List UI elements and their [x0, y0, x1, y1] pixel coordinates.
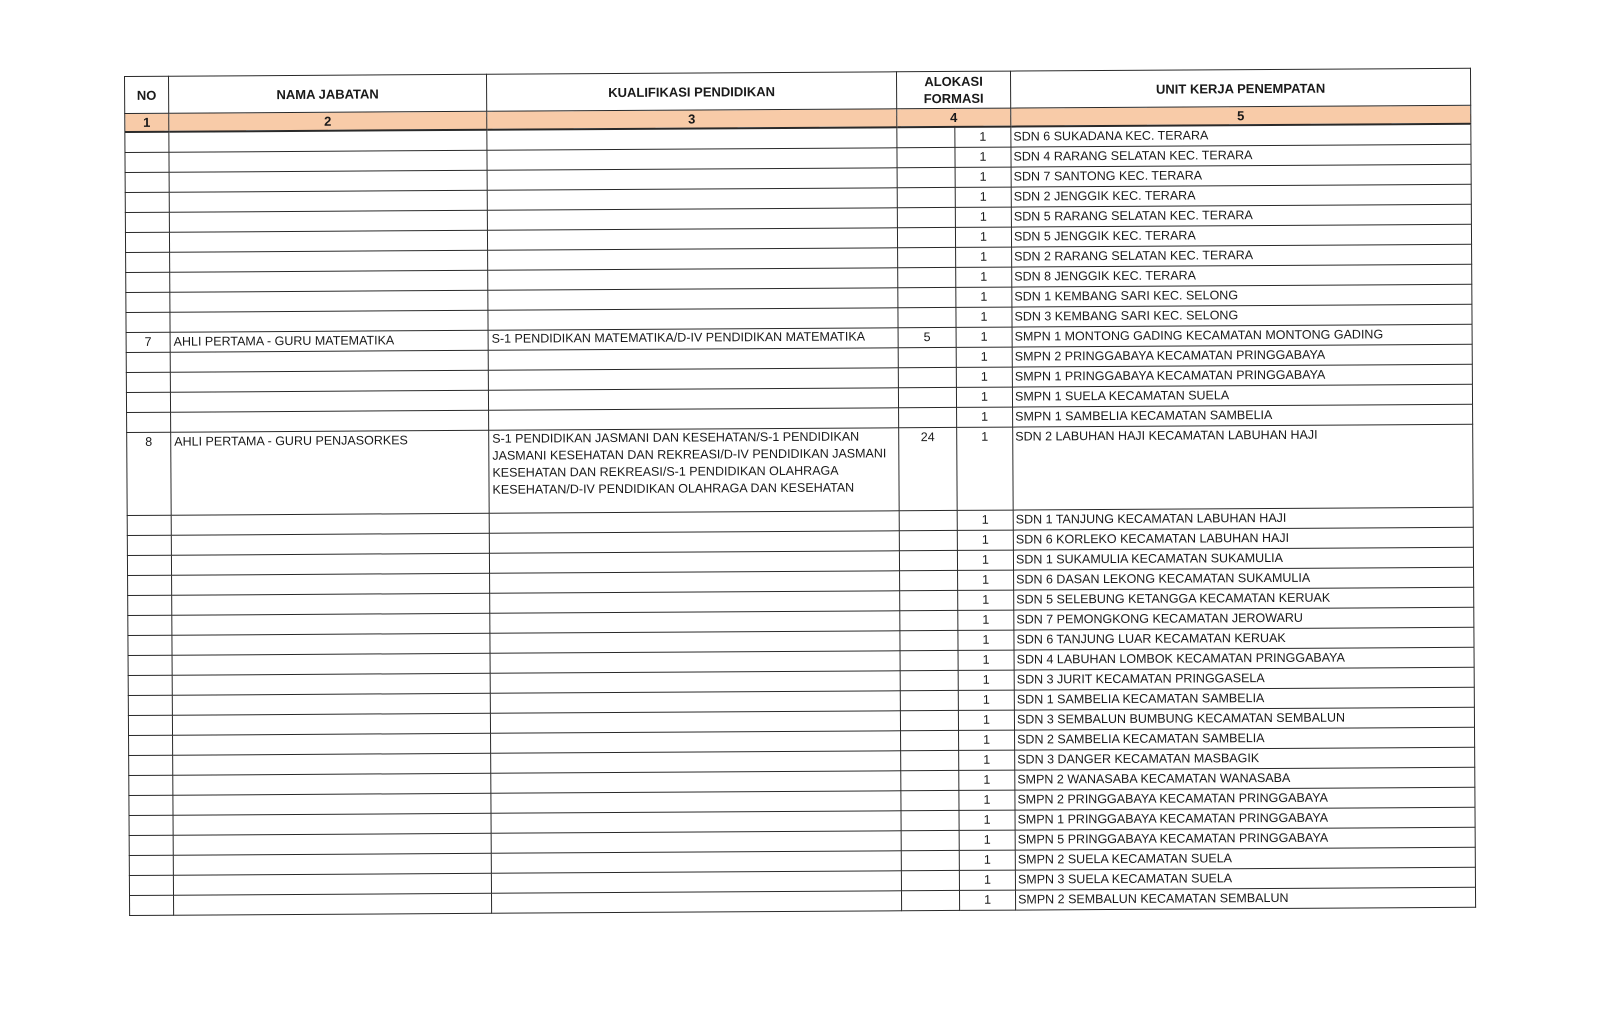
row-unit-kerja: SDN 3 JURIT KECAMATAN PRINGGASELA [1014, 667, 1474, 690]
row-alokasi-total [901, 730, 959, 750]
row-alokasi-total [901, 750, 959, 770]
row-alokasi-qty: 1 [957, 510, 1013, 530]
row-alokasi-total [901, 870, 959, 890]
row-alokasi-total [900, 670, 958, 690]
row-alokasi-total [897, 187, 955, 207]
row-alokasi-qty: 1 [958, 610, 1014, 630]
row-alokasi-qty: 1 [956, 367, 1012, 387]
row-alokasi-qty: 1 [958, 690, 1014, 710]
row-unit-kerja: SDN 3 SEMBALUN BUMBUNG KECAMATAN SEMBALUN [1014, 707, 1474, 730]
row-unit-kerja: SMPN 5 PRINGGABAYA KECAMATAN PRINGGABAYA [1015, 827, 1475, 850]
row-kualifikasi [490, 691, 900, 714]
row-alokasi-total [900, 690, 958, 710]
row-nama-jabatan [173, 773, 491, 795]
row-alokasi-qty: 1 [957, 530, 1013, 550]
row-nama-jabatan [172, 713, 490, 735]
row-kualifikasi [491, 891, 901, 914]
row-alokasi-total [897, 147, 955, 167]
row-nama-jabatan [172, 653, 490, 675]
row-kualifikasi [488, 388, 898, 411]
row-unit-kerja: SDN 2 RARANG SELATAN KEC. TERARA [1012, 244, 1472, 267]
row-unit-kerja: SDN 6 KORLEKO KECAMATAN LABUHAN HAJI [1013, 527, 1473, 550]
row-alokasi-qty: 1 [957, 427, 1014, 510]
column-number: 2 [169, 111, 487, 131]
row-no [125, 172, 169, 192]
row-alokasi-total [900, 570, 958, 590]
row-unit-kerja: SDN 6 DASAN LEKONG KECAMATAN SUKAMULIA [1014, 567, 1474, 590]
row-alokasi-total [901, 810, 959, 830]
row-unit-kerja: SMPN 2 PRINGGABAYA KECAMATAN PRINGGABAYA [1015, 787, 1475, 810]
row-alokasi-total [900, 590, 958, 610]
row-unit-kerja: SMPN 3 SUELA KECAMATAN SUELA [1015, 867, 1475, 890]
row-no: 7 [126, 332, 170, 352]
row-unit-kerja: SDN 4 RARANG SELATAN KEC. TERARA [1011, 144, 1471, 167]
row-alokasi-total [897, 207, 955, 227]
header-alokasi: ALOKASI FORMASI [896, 71, 1010, 109]
row-kualifikasi [491, 811, 901, 834]
row-unit-kerja: SDN 2 LABUHAN HAJI KECAMATAN LABUHAN HAJI [1013, 424, 1473, 510]
row-nama-jabatan [173, 753, 491, 775]
row-nama-jabatan [170, 350, 488, 372]
row-no [126, 372, 170, 392]
row-kualifikasi [491, 791, 901, 814]
row-unit-kerja: SMPN 2 PRINGGABAYA KECAMATAN PRINGGABAYA [1012, 344, 1472, 367]
row-kualifikasi [490, 591, 900, 614]
row-alokasi-qty: 1 [958, 710, 1014, 730]
row-unit-kerja: SMPN 1 SUELA KECAMATAN SUELA [1012, 384, 1472, 407]
row-kualifikasi [490, 631, 900, 654]
row-no [128, 615, 172, 635]
row-kualifikasi [489, 408, 899, 431]
row-no [130, 895, 174, 915]
row-unit-kerja: SDN 2 JENGGIK KEC. TERARA [1011, 184, 1471, 207]
row-no [126, 252, 170, 272]
row-no: 8 [127, 432, 172, 515]
row-alokasi-qty: 1 [957, 550, 1013, 570]
row-unit-kerja: SDN 5 RARANG SELATAN KEC. TERARA [1011, 204, 1471, 227]
table-body [125, 124, 1476, 916]
row-no [125, 232, 169, 252]
row-kualifikasi [491, 751, 901, 774]
row-alokasi-qty: 1 [959, 770, 1015, 790]
row-no [127, 412, 171, 432]
row-kualifikasi: S-1 PENDIDIKAN JASMANI DAN KESEHATAN/S-1 PENDIDIKAN JASMANI KESEHATAN DAN REKREASI/D-IV PENDIDIKAN JASMANI KESEHATAN DAN REKREASI/S-1 PENDIDIKAN OLAHRAGA KESEHATAN/D-IV PENDIDIKAN OLAHRAGA DAN KESEHATAN [489, 428, 899, 514]
row-kualifikasi [490, 611, 900, 634]
row-alokasi-total [899, 530, 957, 550]
row-kualifikasi [487, 188, 897, 211]
row-nama-jabatan [170, 290, 488, 312]
row-alokasi-qty: 1 [956, 327, 1012, 347]
row-kualifikasi [487, 148, 897, 171]
row-alokasi-total [897, 127, 955, 148]
row-alokasi-total [899, 510, 957, 530]
row-alokasi-qty: 1 [956, 387, 1012, 407]
row-alokasi-qty: 1 [955, 187, 1011, 207]
row-unit-kerja: SMPN 2 SEMBALUN KECAMATAN SEMBALUN [1015, 887, 1475, 910]
row-alokasi-qty: 1 [956, 307, 1012, 327]
row-no [128, 715, 172, 735]
row-no [129, 775, 173, 795]
header-nama-jabatan: NAMA JABATAN [169, 74, 487, 113]
row-no [125, 152, 169, 172]
row-alokasi-qty: 1 [959, 750, 1015, 770]
row-no [126, 312, 170, 332]
row-alokasi-qty: 1 [956, 287, 1012, 307]
row-alokasi-qty: 1 [957, 407, 1013, 427]
row-unit-kerja: SMPN 1 PRINGGABAYA KECAMATAN PRINGGABAYA [1012, 364, 1472, 387]
row-alokasi-qty: 1 [958, 590, 1014, 610]
row-alokasi-qty: 1 [956, 247, 1012, 267]
row-alokasi-qty: 1 [959, 870, 1015, 890]
row-kualifikasi [488, 348, 898, 371]
row-nama-jabatan [173, 873, 491, 895]
row-alokasi-qty: 1 [958, 570, 1014, 590]
row-nama-jabatan [172, 573, 490, 595]
row-alokasi-total [898, 347, 956, 367]
header-unit-kerja: UNIT KERJA PENEMPATAN [1010, 68, 1470, 108]
row-alokasi-total [899, 407, 957, 427]
row-unit-kerja: SMPN 1 PRINGGABAYA KECAMATAN PRINGGABAYA [1015, 807, 1475, 830]
column-number: 4 [897, 108, 1011, 127]
row-kualifikasi [488, 308, 898, 331]
row-unit-kerja: SDN 8 JENGGIK KEC. TERARA [1012, 264, 1472, 287]
row-kualifikasi [490, 571, 900, 594]
row-alokasi-qty: 1 [958, 630, 1014, 650]
row-unit-kerja: SMPN 2 WANASABA KECAMATAN WANASABA [1015, 767, 1475, 790]
row-alokasi-qty: 1 [956, 347, 1012, 367]
row-kualifikasi [488, 368, 898, 391]
row-alokasi-qty: 1 [956, 267, 1012, 287]
row-nama-jabatan [172, 693, 490, 715]
row-alokasi-total [897, 167, 955, 187]
row-kualifikasi [491, 831, 901, 854]
row-no [127, 515, 171, 535]
row-alokasi-total [898, 387, 956, 407]
row-unit-kerja: SMPN 1 SAMBELIA KECAMATAN SAMBELIA [1013, 404, 1473, 427]
row-nama-jabatan [169, 130, 487, 152]
row-no [126, 352, 170, 372]
row-nama-jabatan [174, 893, 492, 915]
row-nama-jabatan [173, 833, 491, 855]
row-no [126, 392, 170, 412]
row-unit-kerja: SDN 2 SAMBELIA KECAMATAN SAMBELIA [1015, 727, 1475, 750]
row-unit-kerja: SDN 6 TANJUNG LUAR KECAMATAN KERUAK [1014, 627, 1474, 650]
row-nama-jabatan [173, 733, 491, 755]
row-unit-kerja: SDN 7 PEMONGKONG KECAMATAN JEROWARU [1014, 607, 1474, 630]
row-kualifikasi [489, 511, 899, 534]
row-kualifikasi [489, 531, 899, 554]
row-unit-kerja: SDN 1 KEMBANG SARI KEC. SELONG [1012, 284, 1472, 307]
row-no [129, 795, 173, 815]
row-unit-kerja: SDN 7 SANTONG KEC. TERARA [1011, 164, 1471, 187]
row-nama-jabatan [169, 190, 487, 212]
header-kualifikasi: KUALIFIKASI PENDIDIKAN [486, 72, 896, 112]
row-nama-jabatan [173, 813, 491, 835]
row-alokasi-total: 24 [899, 427, 958, 510]
row-alokasi-total [898, 247, 956, 267]
row-alokasi-qty: 1 [958, 650, 1014, 670]
row-no [127, 555, 171, 575]
row-no [129, 875, 173, 895]
table-row [127, 424, 1473, 515]
row-unit-kerja: SDN 6 SUKADANA KEC. TERARA [1011, 124, 1471, 147]
row-unit-kerja: SDN 1 SUKAMULIA KECAMATAN SUKAMULIA [1013, 547, 1473, 570]
row-alokasi-total [900, 710, 958, 730]
row-nama-jabatan [172, 633, 490, 655]
row-nama-jabatan [169, 150, 487, 172]
row-alokasi-qty: 1 [959, 730, 1015, 750]
row-alokasi-total: 5 [898, 327, 956, 347]
row-unit-kerja: SMPN 1 MONTONG GADING KECAMATAN MONTONG GADING [1012, 324, 1472, 347]
row-kualifikasi [490, 671, 900, 694]
row-unit-kerja: SDN 1 SAMBELIA KECAMATAN SAMBELIA [1014, 687, 1474, 710]
row-no [129, 735, 173, 755]
row-kualifikasi [491, 871, 901, 894]
row-unit-kerja: SDN 5 SELEBUNG KETANGGA KECAMATAN KERUAK [1014, 587, 1474, 610]
column-number: 5 [1011, 105, 1471, 126]
row-alokasi-qty: 1 [955, 147, 1011, 167]
row-kualifikasi [491, 731, 901, 754]
row-nama-jabatan [173, 793, 491, 815]
formation-table [124, 68, 1476, 916]
header-no: NO [125, 76, 169, 113]
row-kualifikasi [489, 551, 899, 574]
row-nama-jabatan [170, 270, 488, 292]
row-alokasi-qty: 1 [955, 127, 1011, 148]
row-kualifikasi: S-1 PENDIDIKAN MATEMATIKA/D-IV PENDIDIKAN MATEMATIKA [488, 328, 898, 351]
row-kualifikasi [488, 268, 898, 291]
row-kualifikasi [491, 851, 901, 874]
row-alokasi-qty: 1 [958, 670, 1014, 690]
row-kualifikasi [490, 651, 900, 674]
row-nama-jabatan: AHLI PERTAMA - GURU MATEMATIKA [170, 330, 488, 352]
row-alokasi-total [901, 790, 959, 810]
row-kualifikasi [491, 771, 901, 794]
row-no [129, 815, 173, 835]
formation-sheet [124, 68, 1475, 916]
row-unit-kerja: SDN 4 LABUHAN LOMBOK KECAMATAN PRINGGABAYA [1014, 647, 1474, 670]
row-unit-kerja: SMPN 2 SUELA KECAMATAN SUELA [1015, 847, 1475, 870]
row-no [128, 675, 172, 695]
row-kualifikasi [488, 248, 898, 271]
row-alokasi-total [898, 367, 956, 387]
row-no [126, 272, 170, 292]
row-unit-kerja: SDN 3 KEMBANG SARI KEC. SELONG [1012, 304, 1472, 327]
row-unit-kerja: SDN 5 JENGGIK KEC. TERARA [1011, 224, 1471, 247]
row-alokasi-total [899, 550, 957, 570]
row-alokasi-total [901, 890, 959, 910]
row-no [125, 212, 169, 232]
row-no [129, 855, 173, 875]
row-nama-jabatan [169, 210, 487, 232]
row-alokasi-total [901, 850, 959, 870]
row-alokasi-total [898, 287, 956, 307]
row-kualifikasi [490, 711, 900, 734]
row-nama-jabatan [170, 390, 488, 412]
row-alokasi-total [900, 650, 958, 670]
row-nama-jabatan [171, 513, 489, 535]
row-no [128, 575, 172, 595]
row-nama-jabatan [172, 613, 490, 635]
row-unit-kerja: SDN 3 DANGER KECAMATAN MASBAGIK [1015, 747, 1475, 770]
row-kualifikasi [487, 208, 897, 231]
row-no [125, 132, 169, 153]
row-nama-jabatan [169, 170, 487, 192]
row-nama-jabatan [169, 230, 487, 252]
row-kualifikasi [487, 168, 897, 191]
row-alokasi-qty: 1 [959, 850, 1015, 870]
row-alokasi-qty: 1 [959, 830, 1015, 850]
row-alokasi-qty: 1 [955, 227, 1011, 247]
row-no [128, 695, 172, 715]
row-no [125, 192, 169, 212]
row-nama-jabatan: AHLI PERTAMA - GURU PENJASORKES [171, 430, 490, 515]
row-alokasi-total [900, 610, 958, 630]
row-unit-kerja: SDN 1 TANJUNG KECAMATAN LABUHAN HAJI [1013, 507, 1473, 530]
row-alokasi-total [898, 307, 956, 327]
row-no [129, 835, 173, 855]
row-nama-jabatan [170, 370, 488, 392]
row-alokasi-total [901, 830, 959, 850]
row-kualifikasi [488, 288, 898, 311]
row-nama-jabatan [171, 553, 489, 575]
row-nama-jabatan [172, 593, 490, 615]
column-number: 3 [487, 109, 897, 130]
row-alokasi-qty: 1 [955, 207, 1011, 227]
row-nama-jabatan [171, 410, 489, 432]
row-alokasi-total [898, 267, 956, 287]
row-kualifikasi [487, 228, 897, 251]
row-nama-jabatan [170, 250, 488, 272]
row-kualifikasi [487, 127, 897, 150]
row-alokasi-qty: 1 [959, 890, 1015, 910]
row-nama-jabatan [171, 533, 489, 555]
row-nama-jabatan [173, 853, 491, 875]
row-alokasi-qty: 1 [959, 790, 1015, 810]
row-alokasi-total [901, 770, 959, 790]
row-alokasi-total [900, 630, 958, 650]
row-alokasi-qty: 1 [955, 167, 1011, 187]
row-nama-jabatan [170, 310, 488, 332]
row-no [129, 755, 173, 775]
column-number: 1 [125, 113, 169, 132]
row-no [126, 292, 170, 312]
row-nama-jabatan [172, 673, 490, 695]
row-no [128, 655, 172, 675]
row-alokasi-total [897, 227, 955, 247]
row-no [128, 635, 172, 655]
row-alokasi-qty: 1 [959, 810, 1015, 830]
row-no [128, 595, 172, 615]
row-no [127, 535, 171, 555]
